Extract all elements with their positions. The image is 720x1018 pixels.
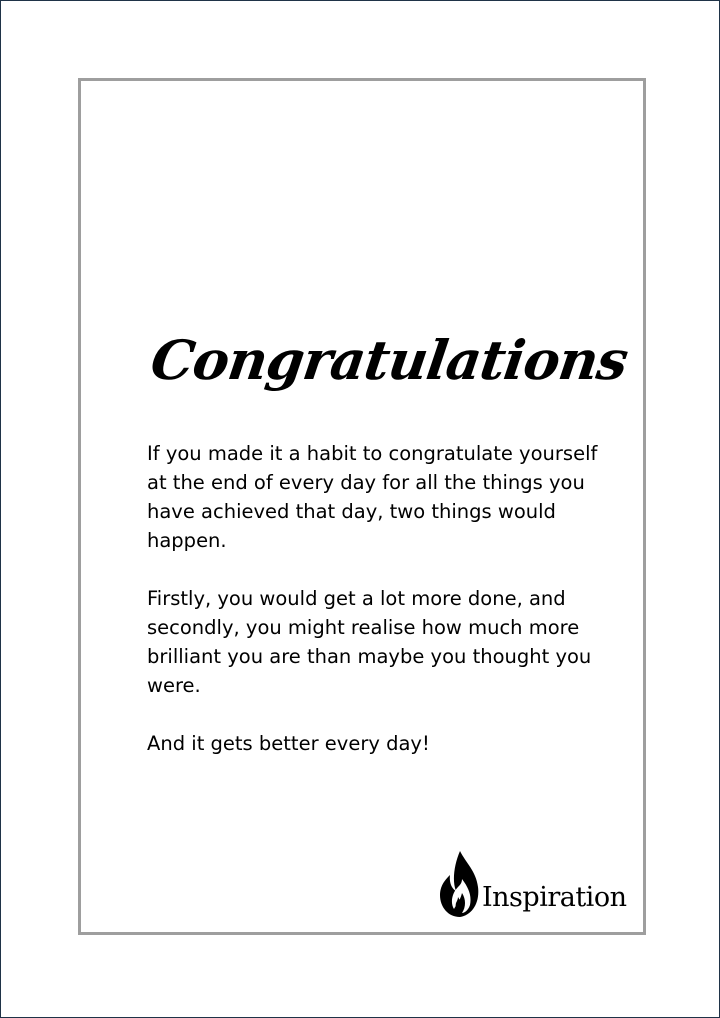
paragraph-3: And it gets better every day! [147, 732, 430, 755]
card-body [147, 439, 607, 787]
paragraph-1: If you made it a habit to congratulate yourself at the end of every day for all the things you have achieved that day, two things would happen. [147, 442, 598, 552]
card [78, 78, 646, 935]
flame-icon [436, 849, 482, 919]
paragraph-2: Firstly, you would get a lot more done, and secondly, you might realise how much more brilliant you are than maybe you thought you were. [147, 587, 592, 697]
card-title: Congratulations [147, 328, 632, 392]
brand-name: Inspiration [482, 882, 627, 913]
brand-logo [436, 849, 626, 919]
